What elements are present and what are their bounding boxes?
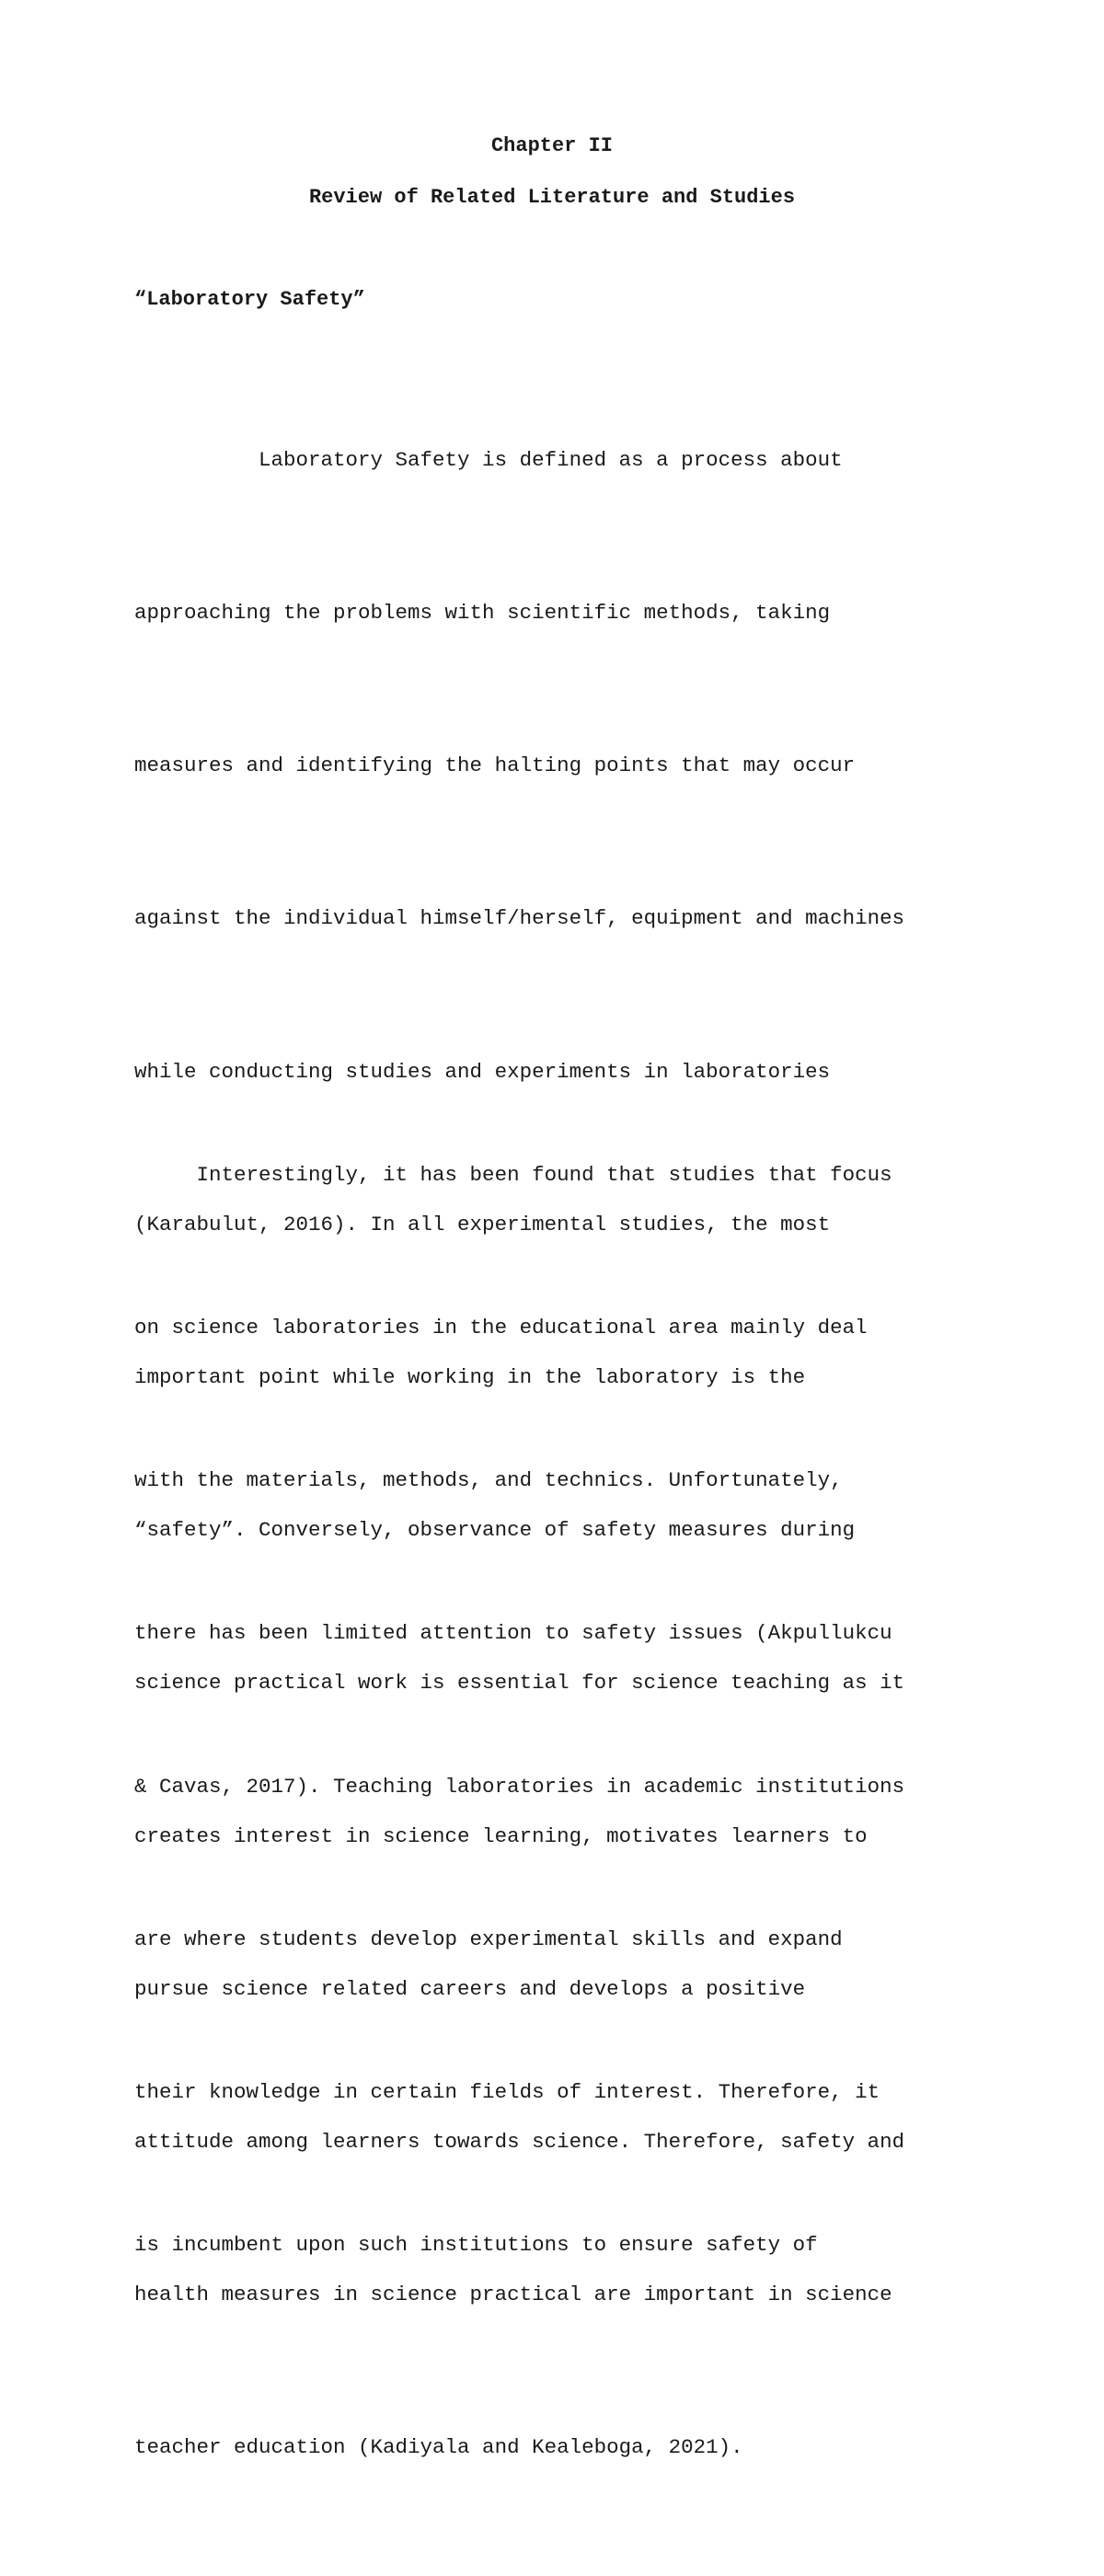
chapter-subtitle: Review of Related Literature and Studies [308, 186, 796, 209]
text-line: there has been limited attention to safety issues (Akpullukcu [134, 1621, 892, 1646]
text-line: creates interest in science learning, motivates learners to [134, 1823, 868, 1848]
text-line: pursue science related careers and develops a positive [134, 1976, 806, 2001]
text-line: health measures in science practical are important in science [134, 2283, 892, 2307]
chapter-title: Chapter II [490, 134, 614, 157]
text-line: Laboratory Safety is defined as a process about [134, 447, 843, 472]
text-line: teacher education (Kadiyala and Kealeboga, 2021). [134, 2435, 743, 2460]
text-line: & Cavas, 2017). Teaching laboratories in academic institutions [134, 1774, 905, 1799]
section-heading: “Laboratory Safety” [134, 288, 365, 311]
text-line: (Karabulut, 2016). In all experimental studies, the most [134, 1212, 831, 1236]
text-line: measures and identifying the halting points that may occur [134, 753, 856, 778]
text-line: against the individual himself/herself, equipment and machines [134, 906, 905, 931]
text-line: are where students develop experimental skills and expand [134, 1926, 843, 1951]
text-line: while conducting studies and experiments in laboratories [134, 1059, 831, 1084]
text-line: “safety”. Conversely, observance of safety measures during [134, 1518, 856, 1543]
text-line: approaching the problems with scientific methods, taking [134, 601, 831, 626]
paragraph-safety-research-gap [134, 1048, 999, 2373]
text-line: important point while working in the laboratory is the [134, 1365, 806, 1390]
text-line: with the materials, methods, and technics. Unfortunately, [134, 1468, 843, 1493]
text-line: their knowledge in certain fields of interest. Therefore, it [134, 2080, 880, 2105]
text-line: is incumbent upon such institutions to ensure safety of [134, 2233, 818, 2258]
text-line: attitude among learners towards science. Therefore, safety and [134, 2130, 905, 2155]
text-line: Interestingly, it has been found that studies that focus [134, 1162, 892, 1187]
text-line: science practical work is essential for science teaching as it [134, 1671, 905, 1696]
text-line: on science laboratories in the educational area mainly deal [134, 1316, 868, 1340]
